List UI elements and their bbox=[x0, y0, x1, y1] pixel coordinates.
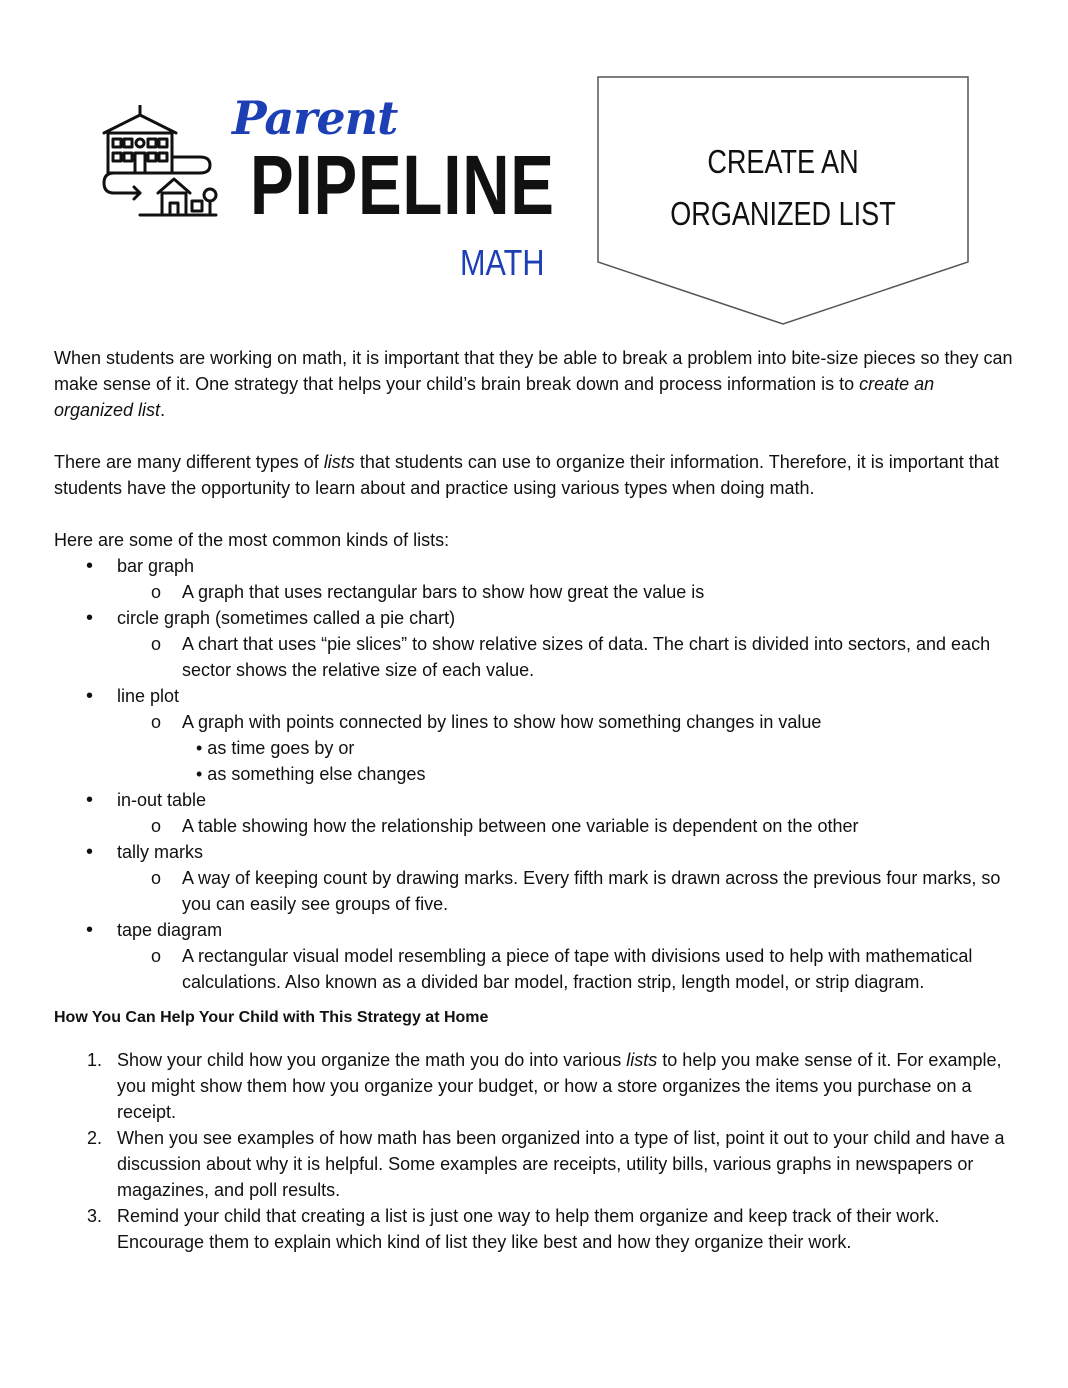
list-type-name: tally marks bbox=[117, 842, 204, 862]
help-item-text: When you see examples of how math has been organized into a type of list, point it out to your child and have a discussion about why it is helpful. Some examples are receipts, utility bills, various graphs in newspapers or magazines, and poll results. bbox=[117, 1128, 1005, 1200]
school-house-icon bbox=[100, 105, 220, 235]
list-type-name: line plot bbox=[117, 686, 180, 706]
intro-p1-end: . bbox=[160, 400, 166, 420]
list-type-description: o A table showing how the relationship between one variable is dependent on the other bbox=[117, 813, 1018, 839]
list-type-name: bar graph bbox=[117, 556, 195, 576]
help-item-number: 2. bbox=[87, 1128, 103, 1148]
intro-p2-text: There are many different types of bbox=[54, 452, 324, 472]
list-item bbox=[54, 605, 1018, 683]
help-item-text: Remind your child that creating a list is just one way to help them organize and keep track of their work. Encourage them to explain which kind of list they like best and how they organize their work. bbox=[117, 1206, 940, 1252]
brand-pipeline-text: PIPELINE bbox=[250, 138, 555, 232]
intro-p2-emphasis: lists bbox=[323, 452, 355, 472]
intro-p2-end: that students can use to organize their information. Therefore, it is important that students have the opportunity to learn about and practice using various types when doing math. bbox=[54, 452, 999, 498]
help-item bbox=[54, 1047, 1018, 1125]
banner-title-line2: ORGANIZED LIST bbox=[670, 195, 896, 232]
list-type-desc-text: A graph with points connected by lines to show how something changes in value bbox=[182, 712, 822, 732]
intro-paragraph-3: Here are some of the most common kinds of lists: bbox=[54, 530, 450, 550]
title-banner bbox=[597, 76, 969, 326]
help-item-text-end: to help you make sense of it. For example, you might show them how you organize your budget, or how a store organizes the items you purchase on a receipt. bbox=[117, 1050, 1002, 1122]
list-type-name: circle graph (sometimes called a pie chart) bbox=[117, 608, 456, 628]
intro-paragraph-1 bbox=[54, 345, 1018, 423]
intro-p1-emphasis: create an organized list bbox=[54, 374, 935, 420]
list-type-subpoint: • as time goes by or bbox=[196, 738, 355, 758]
document-body bbox=[54, 345, 1018, 1255]
list-item bbox=[54, 683, 1018, 787]
banner-title-line1: CREATE AN bbox=[707, 143, 859, 180]
list-type-subpoint: • as something else changes bbox=[196, 764, 426, 784]
list-type-description: o A graph that uses rectangular bars to show how great the value is bbox=[117, 579, 1018, 605]
list-item bbox=[54, 917, 1018, 995]
intro-paragraph-2 bbox=[54, 449, 1018, 501]
brand-math-text: MATH bbox=[460, 242, 545, 283]
intro-p1-text: When students are working on math, it is important that they be able to break a problem into bite-size pieces so they can make sense of it. One strategy that helps your child’s brain break down and process information is to bbox=[54, 348, 1013, 394]
help-item-number: 1. bbox=[87, 1050, 103, 1070]
help-item-text: Show your child how you organize the math you do into various bbox=[117, 1050, 627, 1070]
list-item bbox=[54, 839, 1018, 917]
help-item bbox=[54, 1125, 1018, 1203]
list-type-name: tape diagram bbox=[117, 920, 223, 940]
help-item-emphasis: lists bbox=[626, 1050, 658, 1070]
list-item bbox=[54, 787, 1018, 839]
help-item bbox=[54, 1203, 1018, 1255]
list-type-description bbox=[117, 709, 1018, 787]
help-list bbox=[54, 1047, 1018, 1255]
help-heading: How You Can Help Your Child with This Strategy at Home bbox=[54, 1009, 489, 1026]
parent-pipeline-logo bbox=[100, 85, 560, 290]
list-type-description: o A chart that uses “pie slices” to show relative sizes of data. The chart is divided into sectors, and each sector shows the relative size of each value. bbox=[117, 631, 1018, 683]
list-types bbox=[54, 553, 1018, 995]
brand-parent-text: Parent bbox=[232, 91, 398, 145]
banner-title bbox=[630, 136, 935, 240]
list-type-description: o A way of keeping count by drawing marks. Every fifth mark is drawn across the previous four marks, so you can easily see groups of five. bbox=[117, 865, 1018, 917]
list-type-name: in-out table bbox=[117, 790, 207, 810]
list-item bbox=[54, 553, 1018, 605]
help-item-number: 3. bbox=[87, 1206, 103, 1226]
list-type-description: o A rectangular visual model resembling a piece of tape with divisions used to help with mathematical calculations. Also known as a divided bar model, fraction strip, length model, or strip diagram. bbox=[117, 943, 1018, 995]
